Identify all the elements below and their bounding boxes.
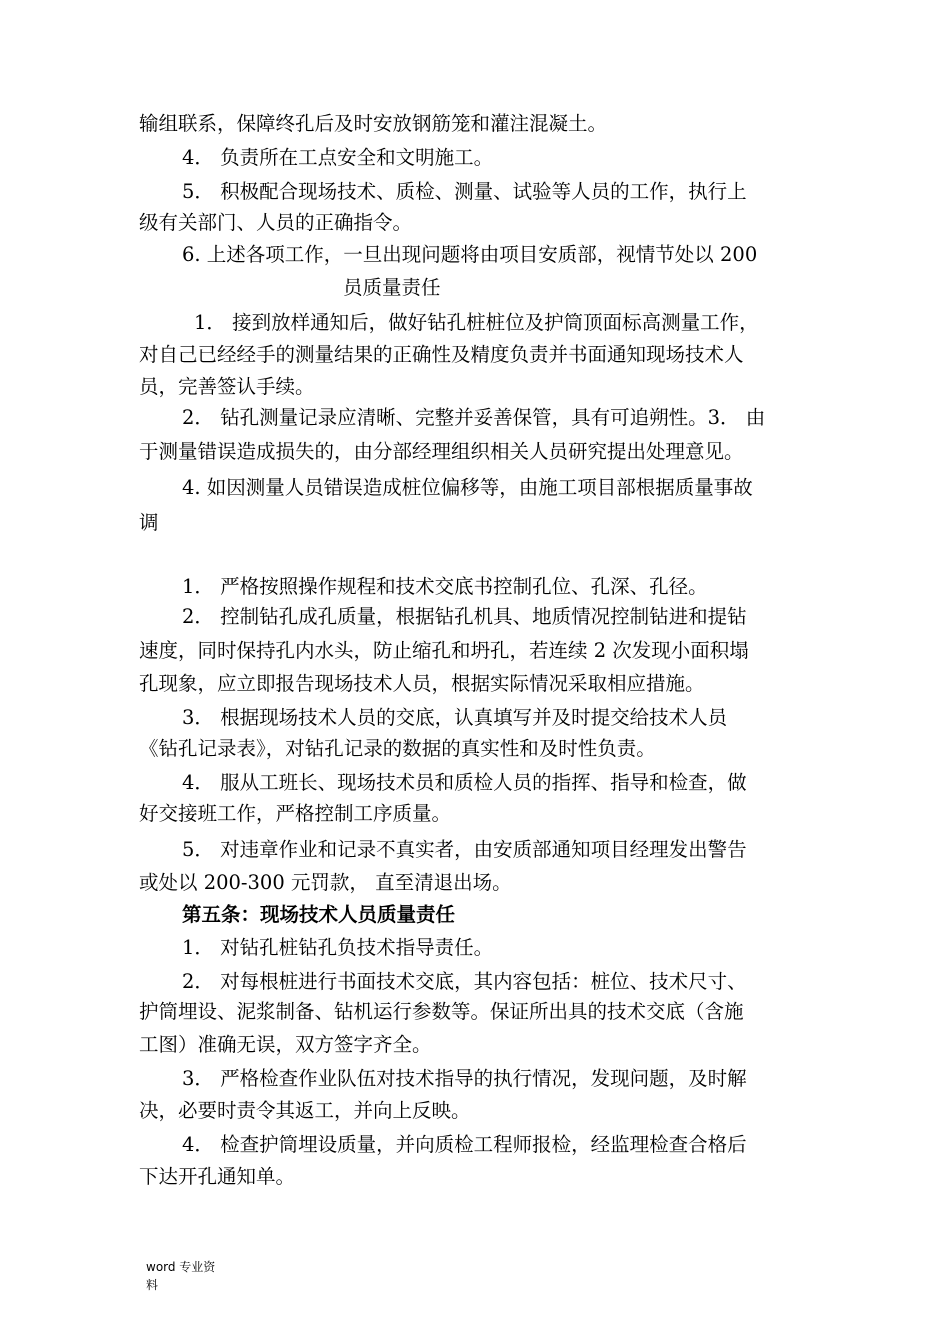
paragraph-line: 调 xyxy=(139,511,159,534)
section-heading: 第五条：现场技术人员质量责任 xyxy=(182,903,456,926)
paragraph-line: 4． 负责所在工点安全和文明施工。 xyxy=(182,146,494,169)
paragraph-line: 4． 检查护筒埋设质量，并向质检工程师报检，经监理检查合格后 xyxy=(182,1133,747,1156)
paragraph-line: 级有关部门、人员的正确指令。 xyxy=(139,211,413,234)
paragraph-line: 4． 服从工班长、现场技术员和质检人员的指挥、指导和检查，做 xyxy=(182,771,747,794)
paragraph-line: 于测量错误造成损失的，由分部经理组织相关人员研究提出处理意见。 xyxy=(139,440,744,463)
paragraph-line: 6. 上述各项工作，一旦出现问题将由项目安质部，视情节处以 200 xyxy=(182,243,758,266)
paragraph-line: 《钻孔记录表》，对钻孔记录的数据的真实性和及时性负责。 xyxy=(139,737,656,760)
paragraph-line: 孔现象，应立即报告现场技术人员，根据实际情况采取相应措施。 xyxy=(139,672,705,695)
footer-text-line1: word 专业资 xyxy=(146,1260,216,1274)
paragraph-line: 1． 接到放样通知后，做好钻孔桩桩位及护筒顶面标高测量工作， xyxy=(194,311,759,334)
paragraph-line: 或处以 200-300 元罚款， 直至清退出场。 xyxy=(139,871,512,894)
paragraph-line: 3． 严格检查作业队伍对技术指导的执行情况，发现问题，及时解 xyxy=(182,1067,747,1090)
paragraph-line: 护筒埋设、泥浆制备、钻机运行参数等。保证所出具的技术交底（含施 xyxy=(139,1000,744,1023)
paragraph-line: 员质量责任 xyxy=(343,276,441,299)
paragraph-line: 速度，同时保持孔内水头，防止缩孔和坍孔，若连续 2 次发现小面积塌 xyxy=(139,639,749,662)
paragraph-line: 员，完善签认手续。 xyxy=(139,375,315,398)
paragraph-line: 1． 对钻孔桩钻孔负技术指导责任。 xyxy=(182,936,494,959)
paragraph-line: 5． 积极配合现场技术、质检、测量、试验等人员的工作，执行上 xyxy=(182,180,747,203)
paragraph-line: 3． 根据现场技术人员的交底，认真填写并及时提交给技术人员 xyxy=(182,706,728,729)
paragraph-line: 1． 严格按照操作规程和技术交底书控制孔位、孔深、孔径。 xyxy=(182,575,708,598)
paragraph-line: 下达开孔通知单。 xyxy=(139,1165,296,1188)
paragraph-line: 2． 对每根桩进行书面技术交底，其内容包括：桩位、技术尺寸、 xyxy=(182,970,747,993)
paragraph-line: 5． 对违章作业和记录不真实者，由安质部通知项目经理发出警告 xyxy=(182,838,747,861)
paragraph-line: 对自己已经经手的测量结果的正确性及精度负责并书面通知现场技术人 xyxy=(139,343,744,366)
paragraph-line: 好交接班工作，严格控制工序质量。 xyxy=(139,802,452,825)
paragraph-line: 2． 控制钻孔成孔质量，根据钻孔机具、地质情况控制钻进和提钻 xyxy=(182,605,747,628)
paragraph-line: 2． 钻孔测量记录应清晰、完整并妥善保管，具有可追朔性。3． 由 xyxy=(182,406,766,429)
paragraph-line: 决，必要时责令其返工，并向上反映。 xyxy=(139,1099,471,1122)
paragraph-line: 输组联系，保障终孔后及时安放钢筋笼和灌注混凝土。 xyxy=(139,112,608,135)
footer-text-line2: 料 xyxy=(146,1278,159,1292)
paragraph-line: 工图）准确无误，双方签字齐全。 xyxy=(139,1033,432,1056)
paragraph-line: 4. 如因测量人员错误造成桩位偏移等，由施工项目部根据质量事故 xyxy=(182,476,753,499)
